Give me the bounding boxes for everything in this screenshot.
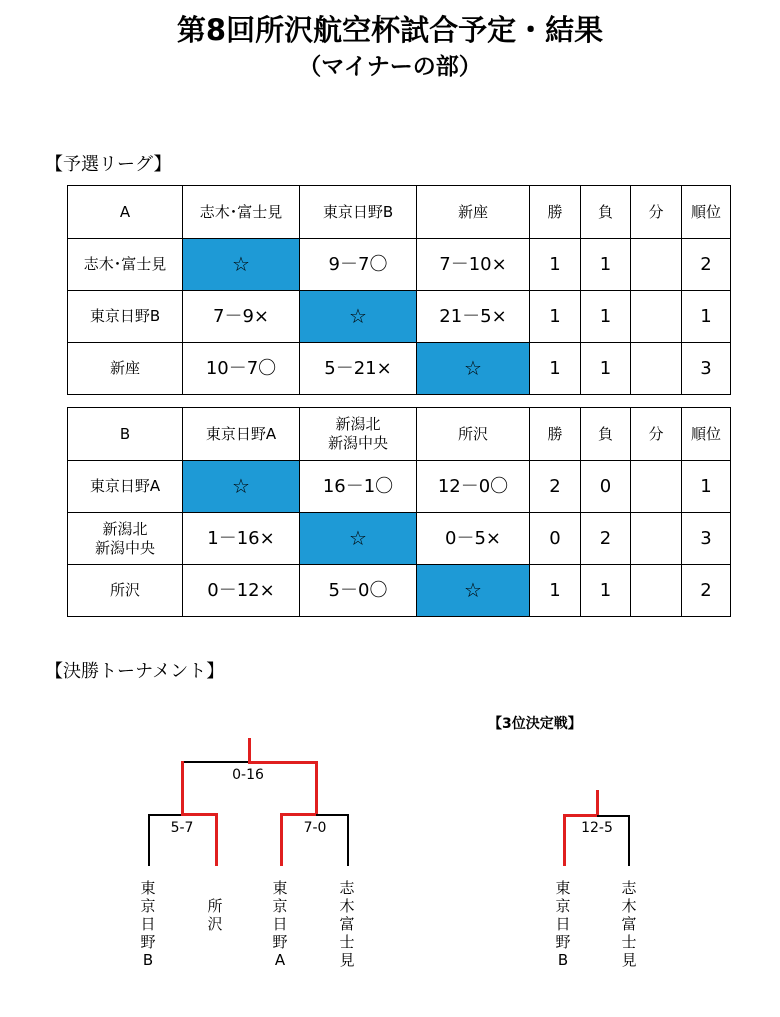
bracket-line-winner <box>596 790 599 817</box>
draws-cell <box>631 239 682 291</box>
bracket-line-winner <box>563 814 566 866</box>
league-a-header-cell: 順位 <box>682 186 731 239</box>
league-a-header-cell: A <box>68 186 183 239</box>
losses-cell: 2 <box>581 513 631 565</box>
self-match-star: ☆ <box>417 565 530 617</box>
bracket-line-winner <box>248 738 251 763</box>
league-a-header-cell: 新座 <box>417 186 530 239</box>
score-cell: 1－16× <box>183 513 300 565</box>
score-cell: 9－7〇 <box>300 239 417 291</box>
bracket-line <box>148 814 150 866</box>
score-cell: 7－10× <box>417 239 530 291</box>
score-cell: 7－9× <box>183 291 300 343</box>
losses-cell: 1 <box>581 343 631 395</box>
self-match-star: ☆ <box>300 513 417 565</box>
draws-cell <box>631 513 682 565</box>
bracket-line-winner <box>181 761 184 816</box>
bracket-line <box>182 761 250 763</box>
league-b-table <box>67 407 731 617</box>
bracket-team-name: 東 京 日 野 B <box>140 879 156 969</box>
league-a-header-cell: 志木･富士見 <box>183 186 300 239</box>
rank-cell: 3 <box>682 513 731 565</box>
league-a-header-cell: 勝 <box>530 186 581 239</box>
score-cell: 0－5× <box>417 513 530 565</box>
bracket-line <box>149 814 183 816</box>
bracket-line-winner <box>280 813 283 866</box>
score-cell: 21－5× <box>417 291 530 343</box>
score-cell: 16－1〇 <box>300 461 417 513</box>
semifinal-1-score: 5-7 <box>170 820 194 836</box>
rank-cell: 1 <box>682 461 731 513</box>
page-subtitle: （マイナーの部） <box>298 54 482 80</box>
bracket-team-name: 東 京 日 野 B <box>555 879 571 969</box>
league-b-header-cell: B <box>68 408 183 461</box>
bracket-line-winner <box>248 761 318 764</box>
league-a-row <box>68 291 731 343</box>
bracket-line-winner <box>280 813 318 816</box>
score-cell: 5－0〇 <box>300 565 417 617</box>
self-match-star: ☆ <box>183 239 300 291</box>
bracket-line-winner <box>181 813 218 816</box>
wins-cell: 1 <box>530 291 581 343</box>
league-b-header-cell: 分 <box>631 408 682 461</box>
team-name-cell: 新潟北 新潟中央 <box>68 513 183 565</box>
team-name-cell: 新座 <box>68 343 183 395</box>
bracket-line-winner <box>315 761 318 816</box>
bracket-team-name: 東 京 日 野 A <box>272 879 288 969</box>
league-b-header-row <box>68 408 731 461</box>
draws-cell <box>631 291 682 343</box>
league-b-header-cell: 所沢 <box>417 408 530 461</box>
rank-cell: 1 <box>682 291 731 343</box>
league-b-row <box>68 461 731 513</box>
team-name-cell: 東京日野A <box>68 461 183 513</box>
wins-cell: 1 <box>530 343 581 395</box>
league-a-row <box>68 343 731 395</box>
league-b-row <box>68 513 731 565</box>
self-match-star: ☆ <box>417 343 530 395</box>
losses-cell: 1 <box>581 291 631 343</box>
team-name-cell: 所沢 <box>68 565 183 617</box>
wins-cell: 0 <box>530 513 581 565</box>
rank-cell: 2 <box>682 239 731 291</box>
self-match-star: ☆ <box>183 461 300 513</box>
losses-cell: 0 <box>581 461 631 513</box>
page-title: 第8回所沢航空杯試合予定・結果 <box>176 13 604 47</box>
league-b-header-cell: 東京日野A <box>183 408 300 461</box>
league-a-header-row <box>68 186 731 239</box>
bracket-line <box>316 814 349 816</box>
league-b-header-cell: 順位 <box>682 408 731 461</box>
third-place-heading: 【3位決定戦】 <box>488 716 582 732</box>
bracket-line <box>347 814 349 866</box>
league-a-row <box>68 239 731 291</box>
draws-cell <box>631 461 682 513</box>
team-name-cell: 東京日野B <box>68 291 183 343</box>
bracket-team-name: 志 木 富 士 見 <box>621 879 637 969</box>
losses-cell: 1 <box>581 565 631 617</box>
third-place-score: 12-5 <box>581 820 613 836</box>
draws-cell <box>631 565 682 617</box>
league-b-header-cell: 勝 <box>530 408 581 461</box>
team-name-cell: 志木･富士見 <box>68 239 183 291</box>
bracket-line-winner <box>563 814 599 817</box>
bracket-line <box>597 815 630 817</box>
final-score: 0-16 <box>232 767 264 783</box>
league-a-header-cell: 分 <box>631 186 682 239</box>
bracket-team-name: 所 沢 <box>207 897 223 933</box>
bracket-line-winner <box>215 813 218 866</box>
bracket-team-name: 志 木 富 士 見 <box>339 879 355 969</box>
semifinal-2-score: 7-0 <box>303 820 327 836</box>
wins-cell: 1 <box>530 565 581 617</box>
league-a-header-cell: 東京日野B <box>300 186 417 239</box>
league-a-header-cell: 負 <box>581 186 631 239</box>
league-b-header-cell: 新潟北 新潟中央 <box>300 408 417 461</box>
score-cell: 10－7〇 <box>183 343 300 395</box>
rank-cell: 3 <box>682 343 731 395</box>
league-b-header-cell: 負 <box>581 408 631 461</box>
league-b-row <box>68 565 731 617</box>
wins-cell: 1 <box>530 239 581 291</box>
league-a-table <box>67 185 731 395</box>
tournament-section-heading: 【決勝トーナメント】 <box>45 661 225 682</box>
bracket-line <box>628 815 630 866</box>
draws-cell <box>631 343 682 395</box>
losses-cell: 1 <box>581 239 631 291</box>
rank-cell: 2 <box>682 565 731 617</box>
self-match-star: ☆ <box>300 291 417 343</box>
league-section-heading: 【予選リーグ】 <box>45 154 172 175</box>
wins-cell: 2 <box>530 461 581 513</box>
score-cell: 12－0〇 <box>417 461 530 513</box>
score-cell: 0－12× <box>183 565 300 617</box>
score-cell: 5－21× <box>300 343 417 395</box>
